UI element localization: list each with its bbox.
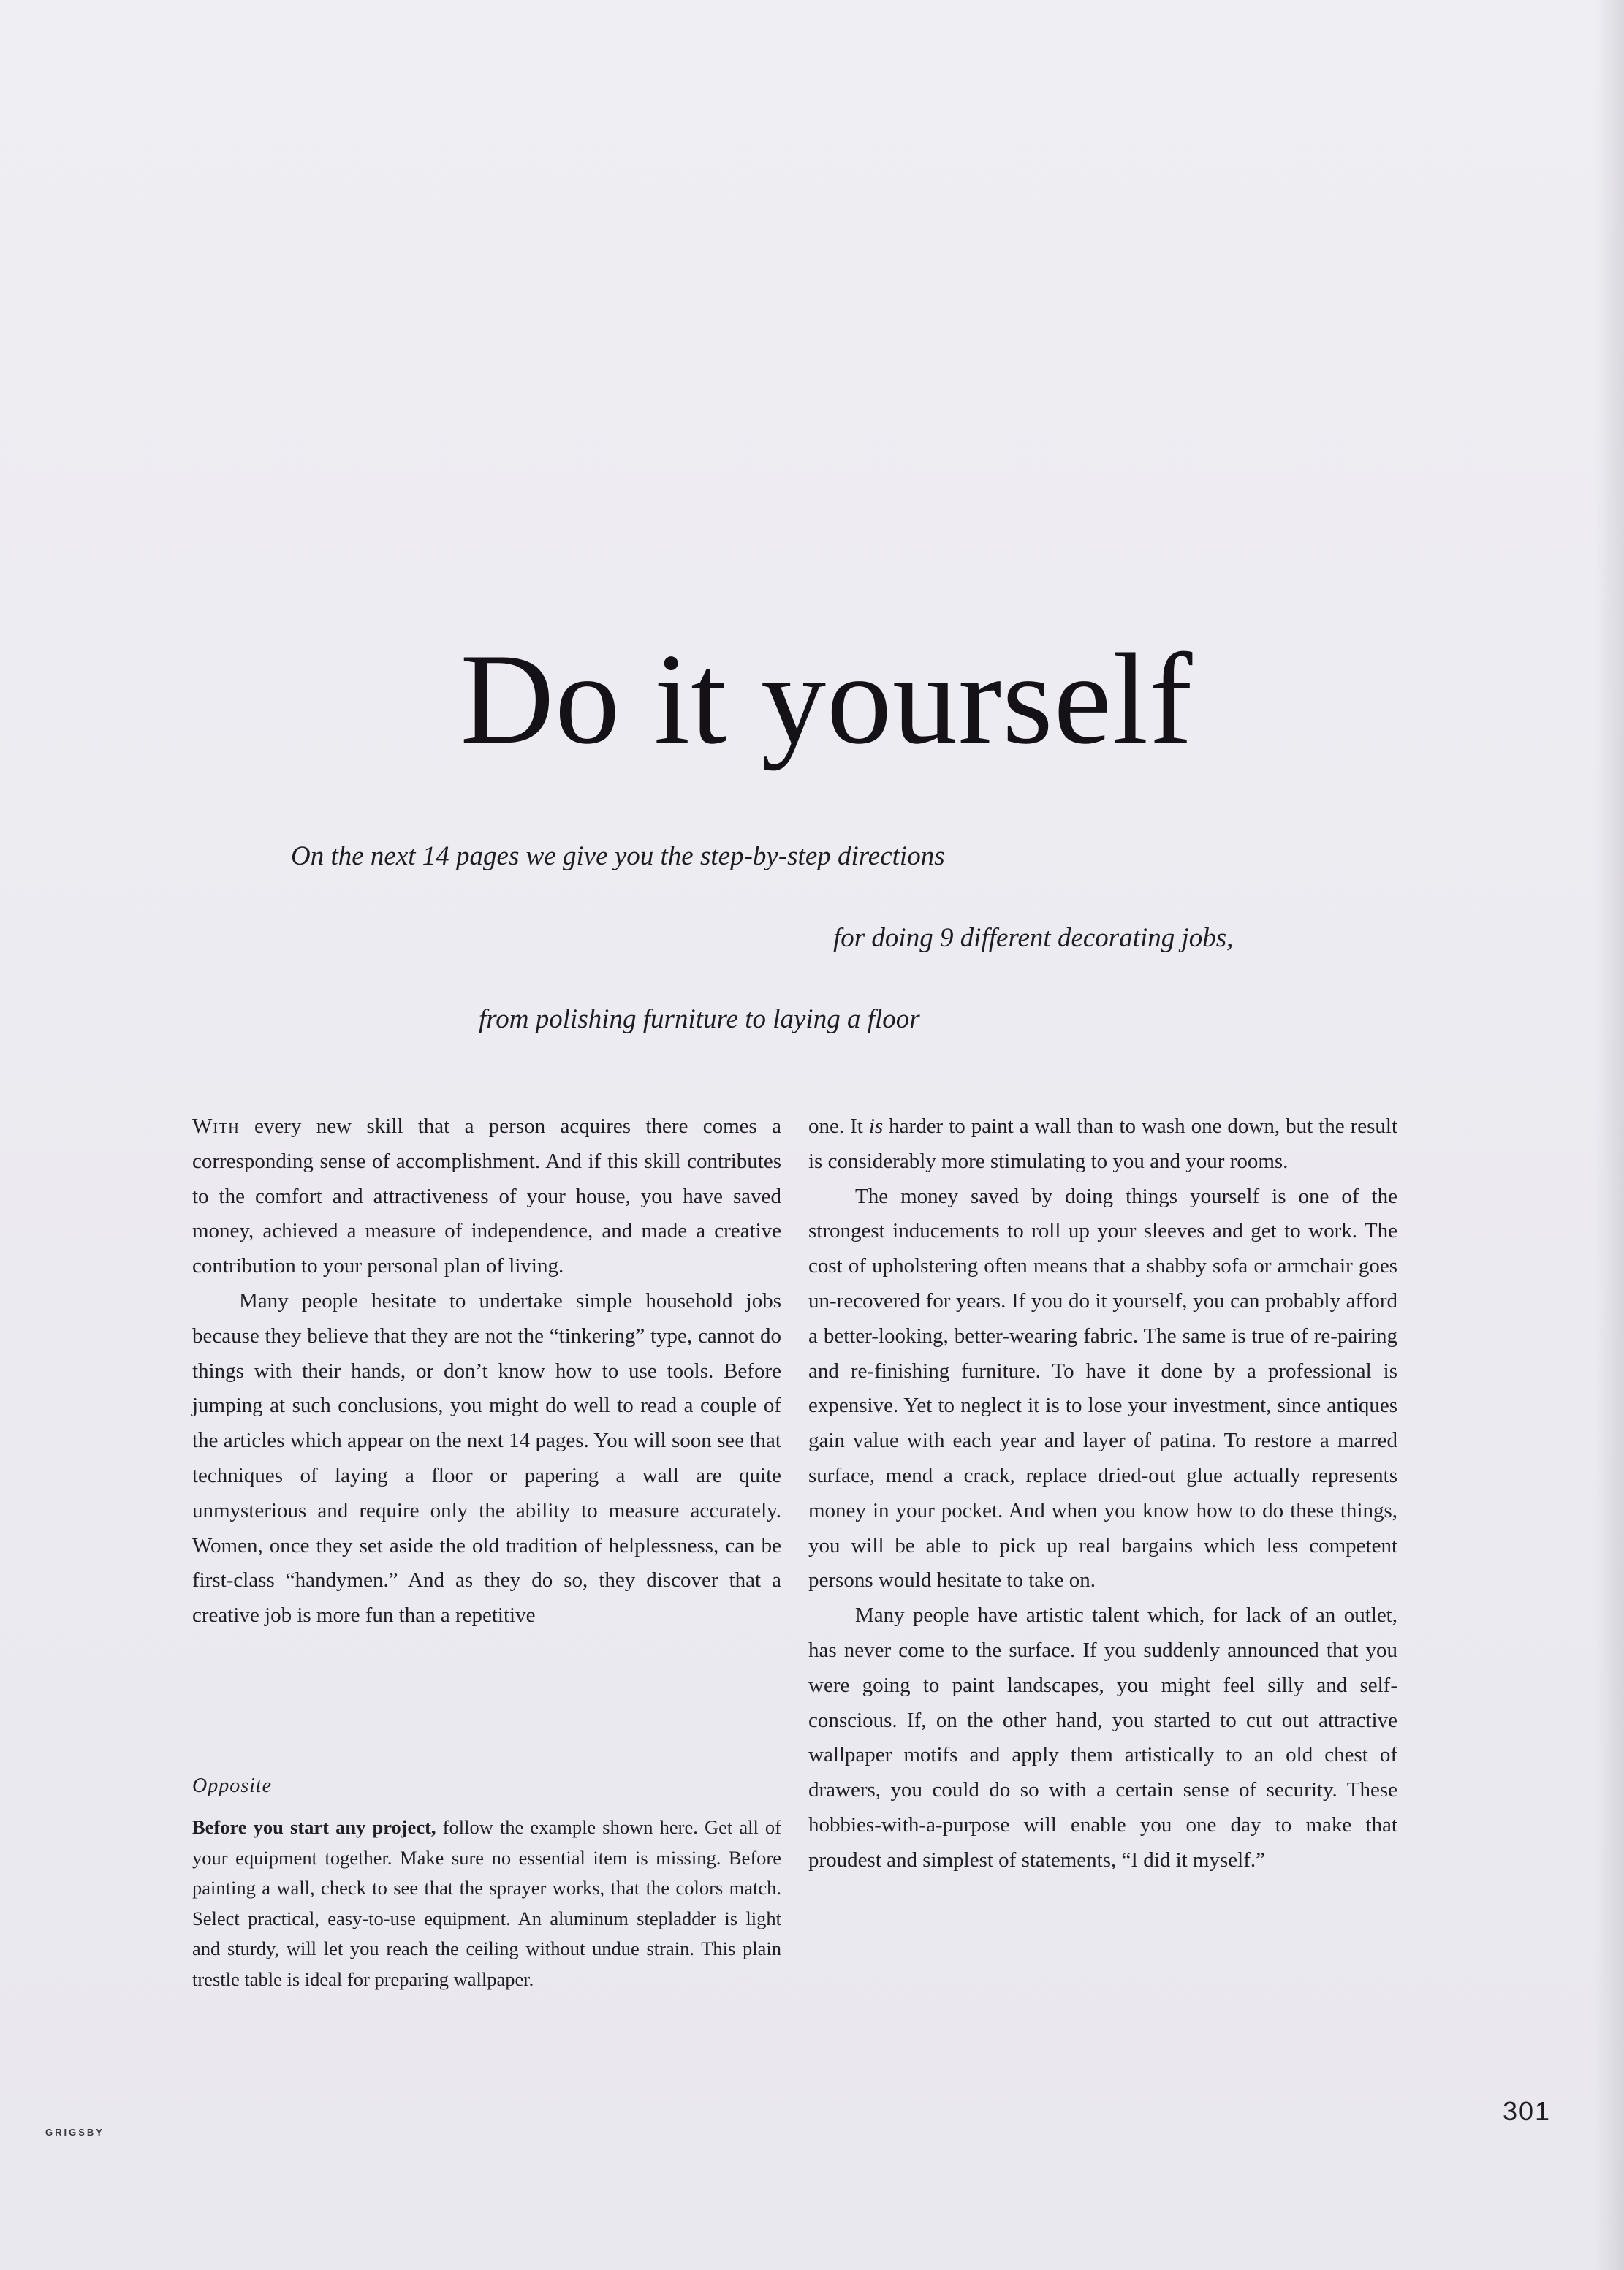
subtitle-line-2: for doing 9 different decorating jobs,: [833, 923, 1234, 953]
body-paragraph: Many people hesitate to undertake simple household jobs because they believe that they are not the “tinkering” type, cannot do things with their hands, or don’t know how to use tools. Before jumping at such conclusions, you might do well to read a couple of the articles which appear on the next 14 pages. You will soon see that techniques of laying a floor or papering a wall are quite unmysterious and require only the ability to measure accurately. Women, once they set aside the old tradition of helplessness, can be first-class “handymen.” And as they do so, they discover that a creative job is more fun than a repetitive: [192, 1288, 781, 1628]
photo-caption: [192, 1812, 781, 1994]
page-title: Do it yourself: [460, 626, 1194, 771]
emphasis-text: is: [868, 1115, 884, 1138]
paragraph-text: one. It: [808, 1115, 869, 1138]
paragraph-text: every new skill that a person acquires there comes a corresponding sense of accomplishment. And if this skill contributes to the comfort and attractiveness of your house, you have saved money, achieved a measure of independence, and made a creative contribution to your personal plan of living.: [192, 1115, 781, 1278]
caption-heading: Opposite: [192, 1774, 273, 1797]
subtitle-line-1: On the next 14 pages we give you the step-by-step directions: [291, 841, 945, 871]
lead-word: With: [192, 1115, 240, 1138]
subtitle-line-3: from polishing furniture to laying a floor: [479, 1004, 920, 1034]
body-paragraph: [808, 1109, 1397, 1180]
body-column-right: [808, 1109, 1397, 1878]
body-paragraph: [192, 1109, 781, 1284]
body-column-left: [192, 1109, 781, 1633]
body-paragraph: Many people have artistic talent which, for lack of an outlet, has never come to the surface. If you suddenly announced that you were going to paint landscapes, you might feel silly and self-conscious. If, on the other hand, you started to cut out attractive wallpaper motifs and apply them artistically to an old chest of drawers, you could do so with a certain sense of security. These hobbies-with-a-purpose will enable you one day to make that proudest and simplest of statements, “I did it myself.”: [808, 1603, 1397, 1872]
caption-lead: Before you start any project,: [192, 1816, 436, 1838]
page-number: 301: [1503, 2096, 1552, 2126]
page-edge-shadow: [1595, 0, 1624, 2270]
photo-credit: GRIGSBY: [45, 2127, 105, 2138]
body-paragraph: The money saved by doing things yourself is one of the strongest inducements to roll up your sleeves and get to work. The cost of upholstering often means that a shabby sofa or armchair goes un-recovered for years. If you do it yourself, you can probably afford a better-looking, better-wearing fabric. The same is true of re-pairing and re-finishing furniture. To have it done by a professional is expensive. Yet to neglect it is to lose your investment, since antiques gain value with each year and layer of patina. To restore a marred surface, mend a crack, replace dried-out glue actually represents money in your pocket. And when you know how to do these things, you will be able to pick up real bargains which less competent persons would hesitate to take on.: [808, 1184, 1397, 1593]
paragraph-text: harder to paint a wall than to wash one down, but the result is considerably more stimulating to you and your rooms.: [808, 1115, 1398, 1173]
caption-text: follow the example shown here. Get all of your equipment together. Make sure no essential item is missing. Before painting a wall, check to see that the sprayer works, that the colors match. Select practical, easy-to-use equipment. An aluminum stepladder is light and sturdy, will let you reach the ceiling without undue strain. This plain trestle table is ideal for preparing wallpaper.: [192, 1816, 781, 1990]
